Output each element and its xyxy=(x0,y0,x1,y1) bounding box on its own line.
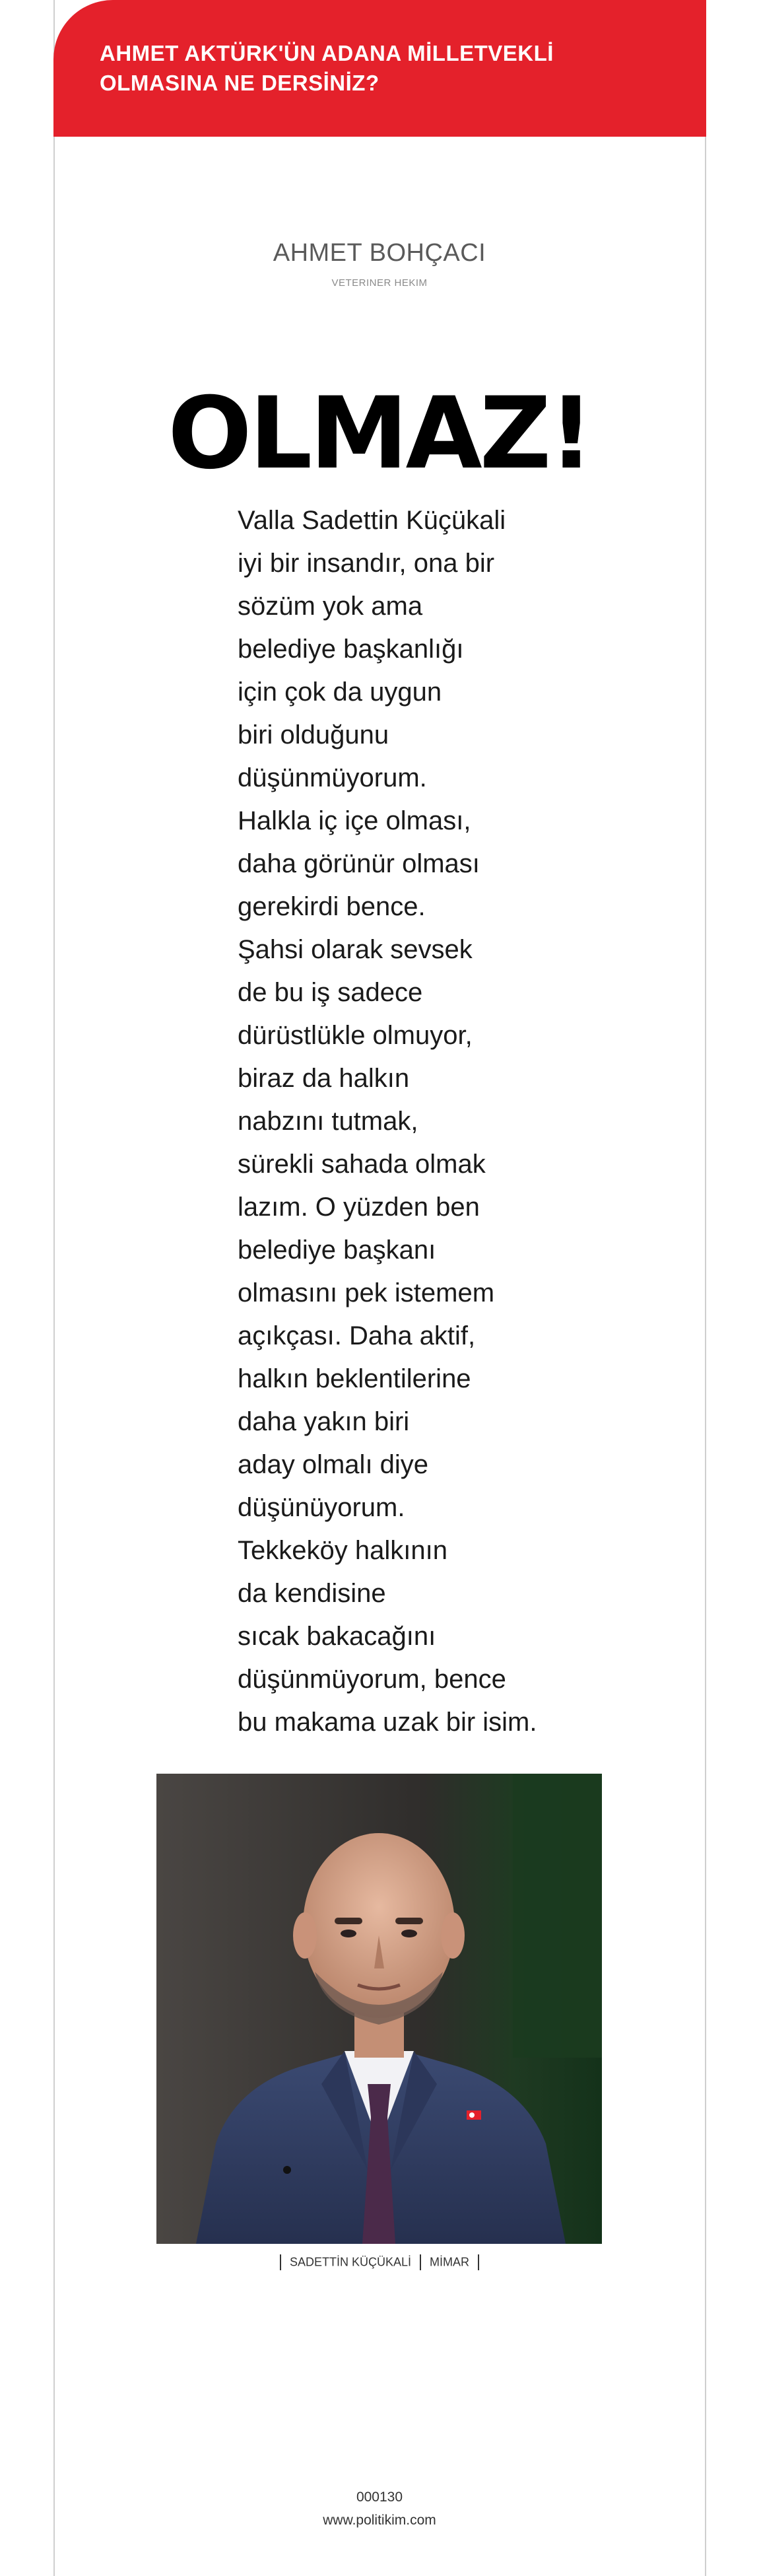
opinion-line: olmasını pek istemem xyxy=(238,1278,495,1307)
opinion-line: iyi bir insandır, ona bir xyxy=(238,549,495,578)
opinion-line: açıkçası. Daha aktif, xyxy=(238,1321,476,1350)
opinion-line: bu makama uzak bir isim. xyxy=(238,1708,537,1737)
opinion-line: da kendisine xyxy=(238,1579,386,1608)
opinion-line: sıcak bakacağını xyxy=(238,1622,436,1651)
portrait-photo xyxy=(156,1774,602,2244)
opinion-text xyxy=(238,499,647,1744)
photo-caption xyxy=(0,2254,759,2270)
opinion-line: gerekirdi bence. xyxy=(238,892,426,921)
opinion-line: Tekkeköy halkının xyxy=(238,1536,447,1565)
question-text xyxy=(100,38,628,98)
caption-role: MİMAR xyxy=(430,2255,470,2269)
opinion-line: düşünmüyorum. xyxy=(238,763,427,792)
opinion-line: halkın beklentilerine xyxy=(238,1364,471,1393)
portrait-illustration xyxy=(156,1774,602,2244)
opinion-line: daha yakın biri xyxy=(238,1407,410,1436)
opinion-line: nabzını tutmak, xyxy=(238,1107,418,1136)
opinion-line: belediye başkanı xyxy=(238,1236,436,1265)
opinion-line: için çok da uygun xyxy=(238,678,442,707)
opinion-line: biri olduğunu xyxy=(238,720,389,749)
opinion-line: dürüstlükle olmuyor, xyxy=(238,1021,473,1050)
opinion-line: lazım. O yüzden ben xyxy=(238,1193,480,1222)
question-line-2: OLMASINA NE DERSİNİZ? xyxy=(100,71,380,95)
opinion-line: Şahsi olarak sevsek xyxy=(238,935,473,964)
opinion-line: Valla Sadettin Küçükali xyxy=(238,506,506,535)
opinion-line: aday olmalı diye xyxy=(238,1450,429,1479)
caption-divider xyxy=(420,2254,421,2270)
opinion-line: belediye başkanlığı xyxy=(238,635,464,664)
opinion-line: daha görünür olması xyxy=(238,849,480,878)
opinion-line: biraz da halkın xyxy=(238,1064,410,1093)
footer-url[interactable]: www.politikim.com xyxy=(323,2513,436,2528)
question-banner xyxy=(53,0,706,137)
question-line-1: AHMET AKTÜRK'ÜN ADANA MİLLETVEKLİ xyxy=(100,41,554,65)
caption-divider xyxy=(280,2254,281,2270)
footer-code: 000130 xyxy=(356,2489,403,2505)
opinion-line: düşünüyorum. xyxy=(238,1493,405,1522)
verdict-headline: OLMAZ! xyxy=(168,376,591,491)
opinion-line: Halkla iç içe olması, xyxy=(238,806,471,835)
author-name: AHMET BOHÇACI xyxy=(273,239,486,267)
opinion-line: sürekli sahada olmak xyxy=(238,1150,486,1179)
opinion-line: de bu iş sadece xyxy=(238,978,423,1007)
caption-name: SADETTİN KÜÇÜKALİ xyxy=(289,2255,411,2269)
caption-divider xyxy=(478,2254,479,2270)
author-title: VETERINER HEKIM xyxy=(331,277,428,289)
opinion-line: düşünmüyorum, bence xyxy=(238,1665,506,1694)
opinion-line: sözüm yok ama xyxy=(238,592,423,621)
